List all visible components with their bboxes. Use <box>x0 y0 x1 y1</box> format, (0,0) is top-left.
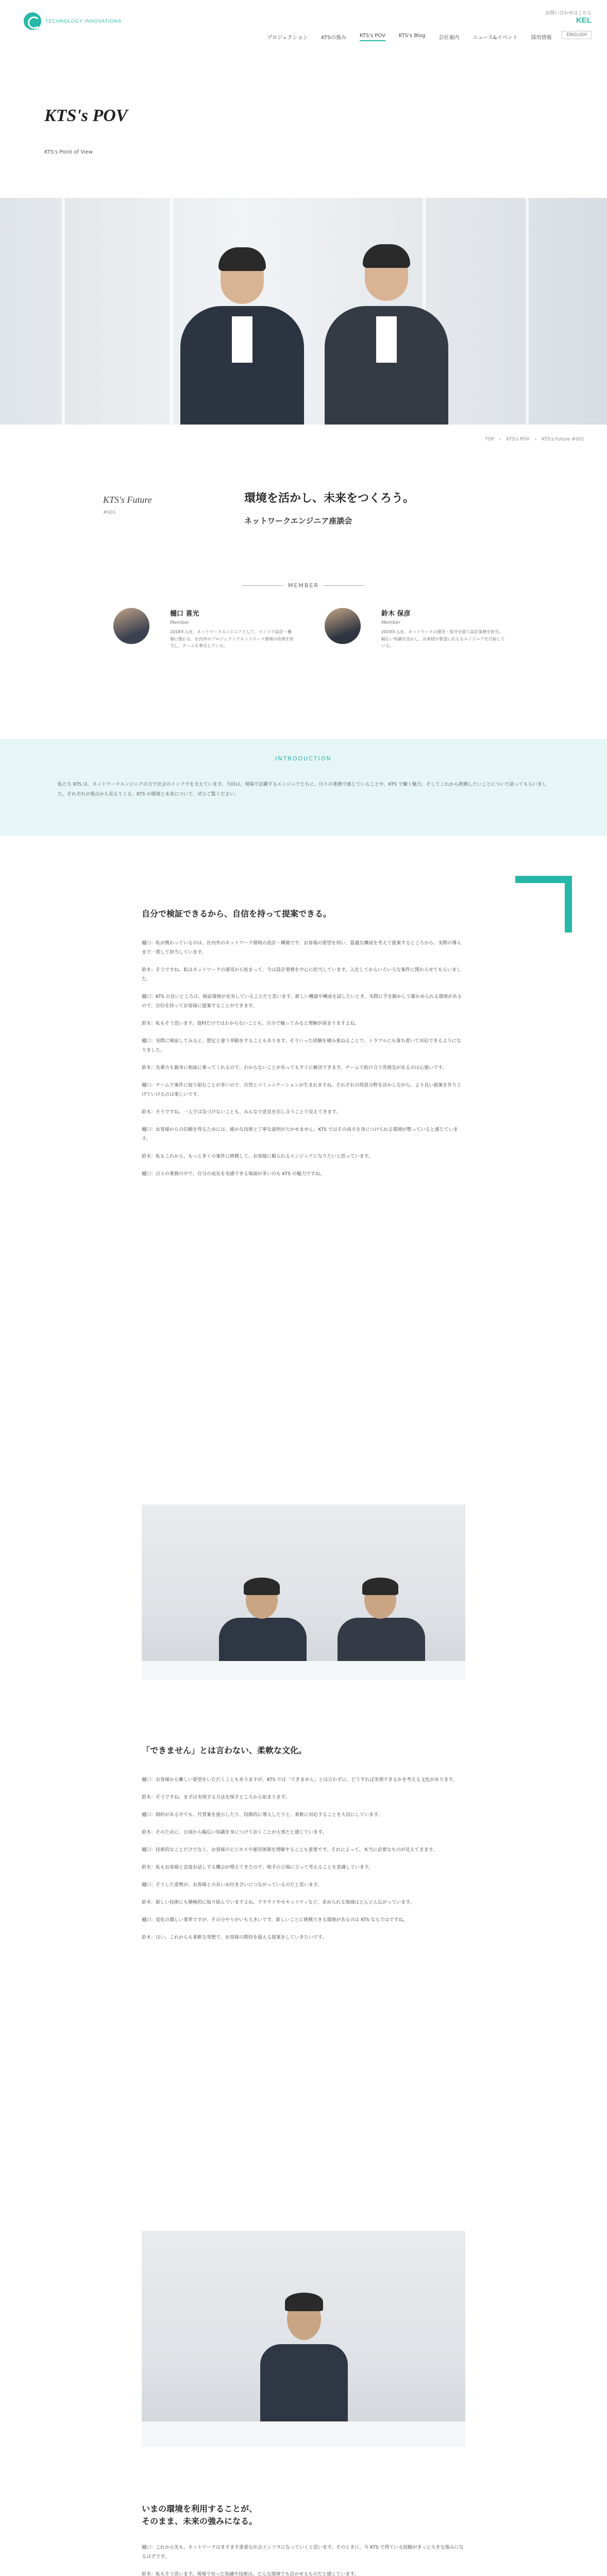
hero-person-right <box>325 229 448 425</box>
section-body <box>142 1775 465 1951</box>
avatar <box>113 608 149 644</box>
hero-person-left <box>180 229 304 425</box>
nav-item[interactable]: ニュース&イベント <box>473 35 518 41</box>
dialogue-paragraph: 鈴木：私もそう思います。資料だけではわからないことも、自分で触ってみると理解が深まりますよね。 <box>142 1021 360 1026</box>
interview-photo <box>142 1504 465 1680</box>
page-subtitle: KTS's Point of View <box>44 149 93 155</box>
nav-item[interactable]: 会社案内 <box>439 35 460 41</box>
nav-item-active[interactable]: KTS's POV <box>360 33 385 41</box>
dialogue-paragraph: 鈴木：私もこれから、もっと多くの案件に挑戦して、お客様に頼られるエンジニアになりたいと思っています。 <box>142 1154 373 1159</box>
dialogue-paragraph: 鈴木：私もそう思います。現場で培った知識や技術は、どんな環境でも活かせるものだと感じています。 <box>142 2572 359 2576</box>
dialogue-paragraph: 樋口：技術的なことだけでなく、お客様のビジネスや運用体制を理解することも重要です。それによって、本当に必要なものが見えてきます。 <box>142 1848 437 1853</box>
dialogue-paragraph: 樋口：お客様からの信頼を得るためには、確かな技術と丁寧な説明が欠かせません。KTS ではその両方を身につけられる環境が整っていると感じています。 <box>142 1127 458 1142</box>
dialogue-paragraph: 鈴木：そうですね。一人では気づけないことも、みんなで意見を出し合うことで見えてきます。 <box>142 1110 341 1115</box>
breadcrumb-item[interactable]: KTS's POV <box>506 437 530 442</box>
breadcrumb-current: KTS's Future #001 <box>542 437 584 442</box>
section-title: いまの環境を利用することが、 そのまま、未来の強みになる。 <box>142 2504 258 2526</box>
dialogue-paragraph: 樋口：これから先も、ネットワークはますます重要な社会インフラになっていくと思います。そのときに、今 KTS で得ている経験がきっと大きな強みになるはずです。 <box>142 2545 464 2560</box>
dialogue-paragraph: 樋口：日々の業務の中で、自分の成長を実感できる場面が多いのも KTS の魅力ですね。 <box>142 1172 325 1177</box>
lead-subtitle: ネットワークエンジニア座談会 <box>244 516 352 526</box>
future-number: #001 <box>103 510 116 515</box>
page-title: KTS's POV <box>44 106 128 125</box>
member-name: 鈴木 保彦 <box>381 610 411 618</box>
dialogue-paragraph: 鈴木：先輩方も親身に相談に乗ってくれるので、わからないことがあってもすぐに解決できます。チームで助け合う雰囲気があるのは心強いです。 <box>142 1065 447 1071</box>
dialogue-paragraph: 鈴木：私もお客様と直接お話しする機会が増えてきたので、相手の立場に立って考えることを意識しています。 <box>142 1865 374 1870</box>
introduction-heading: INTRODUCTION <box>275 755 332 762</box>
site-header <box>0 0 607 41</box>
breadcrumb-separator: › <box>534 437 537 442</box>
member-role: Member <box>381 620 401 625</box>
dialogue-paragraph: 鈴木：そうですね。私はネットワークの運用から始まって、今は設計業務を中心に担当しています。入社してからいろいろな案件に関わらせてもらいました。 <box>142 968 461 982</box>
dialogue-paragraph: 樋口：私が携わっているのは、社内外のネットワーク環境の設計・構築です。お客様の要望を伺い、最適な構成を考えて提案するところから、実際の導入まで一貫して担当しています。 <box>142 941 462 955</box>
interview-photo <box>142 2231 465 2447</box>
breadcrumb-item[interactable]: TOP <box>485 437 495 442</box>
decorative-corner <box>515 876 572 933</box>
member-heading: MEMBER <box>288 582 319 589</box>
contact-label: お問い合わせはこちら <box>545 11 592 16</box>
dialogue-paragraph: 樋口：変化の激しい業界ですが、その分やりがいも大きいです。新しいことに挑戦できる環境があるのは KTS ならではですね。 <box>142 1918 408 1923</box>
member-name: 樋口 喜光 <box>170 610 199 618</box>
main-nav <box>267 33 552 41</box>
section-body <box>142 939 465 1187</box>
contact-brand: KEL <box>576 16 592 25</box>
nav-item[interactable]: 採用情報 <box>531 35 552 41</box>
contact-box[interactable] <box>514 9 592 25</box>
section-body <box>142 2543 465 2576</box>
future-label: KTS's Future <box>103 495 152 505</box>
nav-item[interactable]: KTS's Blog <box>398 33 426 39</box>
dialogue-paragraph: 樋口：チームで案件に取り組むことが多いので、自然とコミュニケーションが生まれますね。それぞれの得意分野を活かしながら、より良い提案を作り上げていけるのは楽しいです。 <box>142 1083 462 1097</box>
dialogue-paragraph: 樋口：実際に検証してみると、想定と違う挙動をすることもあります。そういった経験を積み重ねることで、トラブルにも落ち着いて対応できるようになりました。 <box>142 1039 461 1053</box>
logo-mark-icon <box>24 12 41 30</box>
section-title: 自分で検証できるから、自信を持って提案できる。 <box>142 909 332 919</box>
nav-item[interactable]: KTSの強み <box>321 35 346 41</box>
member-description: 2019年入社。ネットワークの運用・保守を経て設計業務を担当。幅広い知識を活かし、お客様の要望に応えるエンジニアを目指している。 <box>381 630 505 649</box>
dialogue-paragraph: 鈴木：そうですね。まずは実現する方法を探すところから始まります。 <box>142 1795 290 1800</box>
dialogue-paragraph: 樋口：制約がある中でも、代替案を提示したり、段階的に導入したりと、柔軟に対応することを大切にしています。 <box>142 1812 383 1818</box>
dialogue-paragraph: 鈴木：そのために、日頃から幅広い知識を身につけておくことが大事だと感じています。 <box>142 1830 327 1835</box>
member-description: 2018年入社。ネットワークエンジニアとして、インフラ設計・構築に携わる。社内外のプロジェクトでネットワーク環境の改善を担当し、チームを牽引している。 <box>170 630 294 649</box>
introduction <box>0 739 607 836</box>
lead-title: 環境を活かし、未来をつくろう。 <box>244 492 415 505</box>
member-role: Member <box>170 620 190 625</box>
language-button[interactable]: ENGLISH <box>562 31 592 39</box>
dialogue-paragraph: 樋口：KTS の良いところは、検証環境が充実していることだと思います。新しい機器や構成を試したいとき、実際に手を動かして確かめられる環境があるので、自信を持ってお客様に提案することができます。 <box>142 994 462 1009</box>
nav-item[interactable]: プロジェクション <box>267 35 308 41</box>
divider <box>324 585 365 586</box>
hero-image <box>0 198 607 425</box>
breadcrumb-separator: › <box>499 437 501 442</box>
dialogue-paragraph: 鈴木：はい。これからも柔軟な発想で、お客様の期待を超える提案をしていきたいです。 <box>142 1935 327 1940</box>
logo-text: TECHNOLOGY INNOVATIONS <box>45 19 122 24</box>
avatar <box>325 608 361 644</box>
company-logo[interactable] <box>24 12 122 30</box>
dialogue-paragraph: 樋口：お客様から難しい要望をいただくこともありますが、KTS では「できません」とは言わずに、どうすれば実現できるかを考える文化があります。 <box>142 1777 458 1783</box>
breadcrumb <box>485 437 584 442</box>
section-title: 「できません」とは言わない、柔軟な文化。 <box>142 1745 307 1755</box>
introduction-text: 私たち KTS は、ネットワークエンジニアの力で社会のインフラを支えています。今回は、現場で活躍するエンジニアたちに、日々の業務で感じていることや、KTS で働く魅力、そしてこれから挑戦したいことについて語ってもらいました。それぞれの視点から見えてくる、KTS の環境と未来について、ぜひご覧ください。 <box>58 782 547 797</box>
dialogue-paragraph: 樋口：そうした姿勢が、お客様との長いお付き合いにつながっているのだと思います。 <box>142 1883 323 1888</box>
dialogue-paragraph: 鈴木：新しい技術にも積極的に取り組んでいますよね。クラウドやセキュリティなど、求められる領域はどんどん広がっています。 <box>142 1900 415 1905</box>
